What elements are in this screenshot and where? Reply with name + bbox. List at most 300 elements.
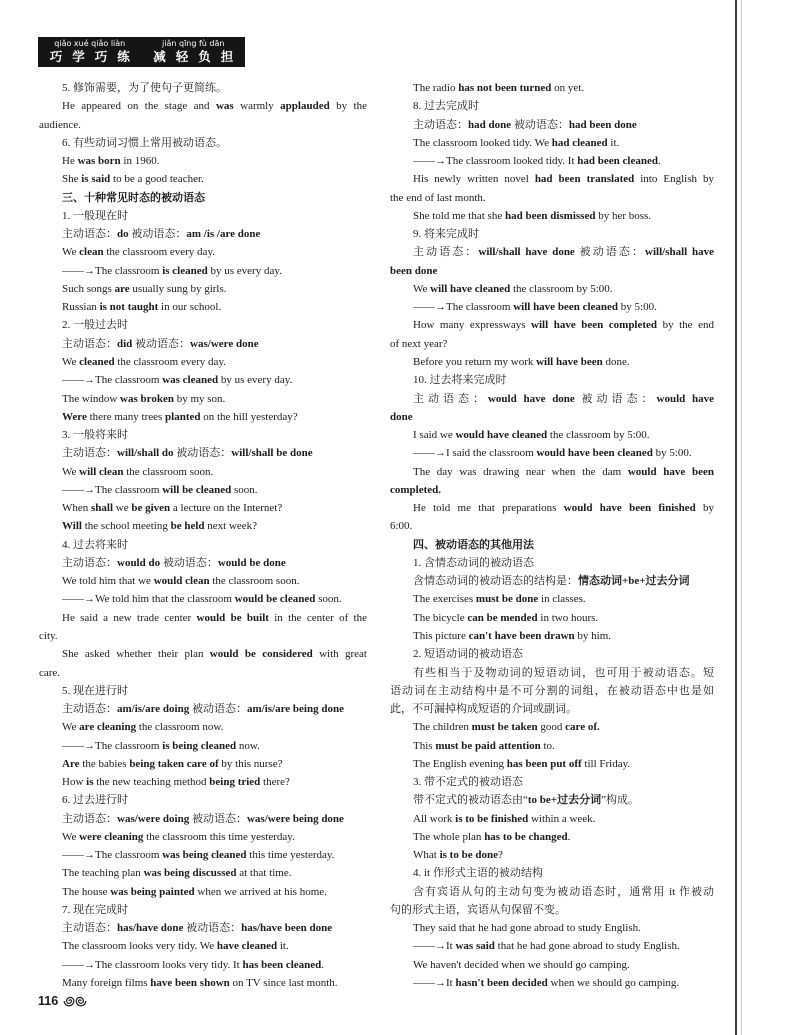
text: by us every day. (207, 264, 282, 277)
text: 9. 将来完成时 (413, 228, 479, 241)
text: by the end (657, 319, 714, 332)
text: by the (329, 100, 367, 113)
text: 6:00. (390, 520, 413, 533)
bold-text: had been translated (534, 173, 635, 186)
text: His newly written novel (413, 173, 535, 186)
text-line (390, 737, 714, 755)
text-line (39, 828, 367, 846)
text: there? (260, 776, 290, 789)
bold-text: care of. (565, 721, 600, 734)
text: We (62, 355, 80, 368)
scan-edge-line (735, 0, 737, 1035)
numbered-heading (39, 134, 367, 152)
text: now. (236, 739, 260, 752)
text: in our school. (158, 301, 222, 314)
text-line (390, 536, 714, 554)
text-line (39, 682, 367, 700)
text: 被动语态： (574, 392, 657, 405)
double-spiral-icon (62, 993, 88, 1009)
text-line (39, 152, 367, 170)
page-number: 116 (38, 994, 59, 1008)
paragraph (390, 170, 714, 207)
text: in the center of the (268, 611, 367, 624)
text: 主动语态： (62, 812, 117, 825)
voice-forms-line (390, 243, 714, 280)
numbered-heading (390, 371, 714, 389)
text: into English by (634, 173, 714, 186)
text: by us every day. (218, 374, 293, 387)
bold-text: would be cleaned (234, 593, 316, 606)
text: the classroom by 5:00. (510, 282, 613, 295)
text-line (390, 627, 714, 645)
bold-text: will/shall be done (231, 447, 313, 460)
voice-forms-line (39, 810, 367, 828)
text: 1. 一般现在时 (62, 209, 128, 222)
text-line (39, 956, 367, 974)
text-line (390, 152, 714, 170)
text-line (39, 864, 367, 882)
bold-text: to be+过去分词 (527, 794, 602, 807)
text: on the hill yesterday? (200, 410, 298, 423)
bold-text: will have been completed (531, 319, 658, 332)
bold-text: completed. (390, 483, 442, 496)
text: 3. 一般将来时 (62, 429, 128, 442)
transformed-sentence (390, 152, 714, 170)
text: 带不定式的被动语态由“ (413, 794, 528, 807)
text-line (39, 499, 367, 517)
text-line (390, 189, 714, 207)
text: 主动语态： (62, 703, 117, 716)
text-line (39, 627, 367, 645)
paragraph (390, 846, 714, 864)
bold-text: was (215, 100, 234, 113)
bold-text: will/shall have done (478, 246, 575, 259)
text-line (39, 572, 367, 590)
paragraph (390, 499, 714, 536)
bold-text: did (117, 337, 133, 350)
banner-pinyin-left: qiǎo xué qiǎo liàn (54, 39, 126, 48)
banner-right (142, 37, 246, 67)
text-line (390, 682, 714, 700)
paragraph (39, 718, 367, 736)
numbered-heading (390, 645, 714, 663)
text: on yet. (551, 82, 585, 94)
text: 被动语态： (183, 922, 242, 935)
text: ——→The classroom (62, 264, 163, 277)
bold-text: planted (165, 410, 201, 423)
text: 含有宾语从句的主动句变为被动语态时，通常用 it 作被动 (413, 885, 714, 898)
numbered-heading (39, 207, 367, 225)
text: The classroom looked tidy. We (413, 136, 552, 149)
text: by her boss. (595, 209, 652, 222)
text-line (390, 718, 714, 736)
text: Before you return my work (413, 355, 537, 368)
paragraph (39, 645, 367, 682)
text-line (390, 791, 714, 809)
text: 含情态动词的被动语态的结构是： (413, 575, 578, 588)
text-line (39, 590, 367, 608)
bold-text: is to be finished (455, 812, 529, 825)
bold-text: has/have done (117, 922, 184, 935)
text-line (390, 572, 714, 590)
text-line (390, 956, 714, 974)
bold-text: would be built (196, 611, 269, 624)
text-line (39, 755, 367, 773)
text-line (390, 463, 714, 481)
numbered-heading (39, 79, 367, 97)
text-line (390, 645, 714, 663)
text-line (390, 444, 714, 462)
bold-text: will have cleaned (430, 282, 511, 295)
text: 被动语态： (128, 228, 187, 241)
text: The day was drawing near when the dam (413, 465, 628, 478)
bold-text: am /is /are done (186, 228, 261, 241)
right-column (390, 79, 714, 992)
text: 8. 过去完成时 (413, 100, 479, 113)
text: The house (62, 885, 111, 898)
numbered-heading (390, 554, 714, 572)
text-line (390, 828, 714, 846)
text: in classes. (538, 593, 586, 606)
text-line (390, 280, 714, 298)
voice-forms-line (39, 225, 367, 243)
paragraph (390, 316, 714, 353)
text: The children (413, 721, 472, 734)
text-line (390, 664, 714, 682)
text-line (390, 134, 714, 152)
text-line (39, 225, 367, 243)
text: The exercises (413, 593, 476, 606)
text: 有些相当于及物动词的短语动词，也可用于被动语态。短 (413, 666, 714, 679)
text-line (390, 426, 714, 444)
text-line (390, 298, 714, 316)
text: 6. 过去进行时 (62, 794, 128, 807)
text: 5. 修饰需要，为了使句子更简练。 (62, 82, 227, 94)
text: ——→The classroom looks very tidy. It (62, 958, 243, 971)
bold-text: is to be done (439, 849, 498, 862)
text: at that time. (236, 867, 292, 880)
bold-text: cleaned (79, 355, 115, 368)
paragraph (390, 828, 714, 846)
paragraph (39, 298, 367, 316)
paragraph (390, 737, 714, 755)
text: the classroom now. (136, 721, 224, 734)
text: by my son. (173, 392, 226, 405)
text-line (390, 517, 714, 535)
transformed-sentence (390, 974, 714, 992)
paragraph (390, 755, 714, 773)
text-line (39, 371, 367, 389)
text: in 1960. (120, 155, 160, 168)
voice-forms-line (390, 116, 714, 134)
text-line (39, 974, 367, 992)
banner-pinyin-right: jiǎn qīng fù dān (162, 39, 225, 48)
paragraph (390, 791, 714, 809)
text: ——→The classroom looked tidy. It (413, 155, 578, 168)
paragraph (390, 609, 714, 627)
paragraph (39, 280, 367, 298)
bold-text: is being cleaned (162, 739, 237, 752)
text-line (39, 937, 367, 955)
text: to. (540, 739, 555, 752)
text-line (390, 810, 714, 828)
text: She (62, 173, 82, 186)
text: 1. 含情态动词的被动语态 (413, 556, 534, 569)
text-line (390, 499, 714, 517)
transformed-sentence (390, 298, 714, 316)
bold-text: has been put off (506, 757, 582, 770)
text-line (39, 645, 367, 663)
paragraph (39, 974, 367, 992)
text-line (39, 883, 367, 901)
bold-text: would have been (627, 465, 714, 478)
paragraph (390, 810, 714, 828)
bold-text: will/shall do (117, 447, 174, 460)
text: on TV since last month. (229, 977, 338, 990)
bold-text: has/have been done (241, 922, 333, 935)
bold-text: can be mended (467, 611, 538, 624)
bold-text: would have been finished (563, 502, 696, 515)
text-line (39, 243, 367, 261)
bold-text: 三、十种常见时态的被动语态 (62, 191, 205, 204)
text: soon. (231, 483, 258, 496)
paragraph (390, 627, 714, 645)
bold-text: be held (170, 520, 205, 533)
left-column (39, 79, 367, 992)
bold-text: have cleaned (216, 940, 278, 953)
numbered-heading (39, 316, 367, 334)
bold-text: do (117, 228, 129, 241)
series-title-banner (38, 37, 245, 67)
text-line (39, 901, 367, 919)
section-heading (390, 536, 714, 554)
voice-forms-line (390, 390, 714, 427)
text: ——→The classroom (62, 739, 163, 752)
text: that he had gone abroad to study English. (494, 940, 680, 953)
text-line (39, 609, 367, 627)
section-heading (39, 189, 367, 207)
transformed-sentence (39, 262, 367, 280)
numbered-heading (39, 426, 367, 444)
text: 7. 现在完成时 (62, 903, 128, 916)
numbered-heading (390, 97, 714, 115)
transformed-sentence (390, 444, 714, 462)
text: How (62, 776, 87, 789)
transformed-sentence (39, 846, 367, 864)
text-line (390, 609, 714, 627)
bold-text: clean (79, 246, 104, 259)
text-line (39, 791, 367, 809)
bold-text: has to be changed (484, 830, 568, 843)
text: We (62, 830, 80, 843)
text: ——→It (413, 940, 456, 953)
text-line (39, 97, 367, 115)
text-line (390, 901, 714, 919)
text-line (390, 335, 714, 353)
bold-text: are cleaning (79, 721, 137, 734)
paragraph (39, 773, 367, 791)
bold-text: hasn't been decided (455, 977, 548, 990)
text: it. (607, 136, 620, 149)
text: They said that he had gone abroad to study English. (413, 922, 641, 935)
paragraph (390, 718, 714, 736)
text: next week? (204, 520, 258, 533)
text: 被动语态： (132, 337, 191, 350)
text: 主动语态： (413, 118, 468, 131)
bold-text: be given (131, 502, 171, 515)
text: 被动语态： (160, 556, 218, 569)
text-line (39, 664, 367, 682)
text: when we arrived at his home. (194, 885, 327, 898)
text-line (39, 773, 367, 791)
text: How many expressways (413, 319, 532, 332)
text-line (390, 116, 714, 134)
text: We haven't decided when we should go camping. (413, 958, 630, 971)
text: Such songs (62, 282, 115, 295)
text: it. (277, 940, 289, 953)
paragraph (390, 79, 714, 97)
transformed-sentence (39, 371, 367, 389)
text: The window (62, 392, 121, 405)
text: 2. 短语动词的被动语态 (413, 648, 523, 661)
text-line (39, 919, 367, 937)
text: We (62, 721, 80, 734)
text: the end of last month. (390, 191, 486, 204)
bold-text: been done (390, 264, 438, 277)
bold-text: Will (62, 520, 82, 533)
text: I said we (413, 429, 456, 442)
text-line (390, 974, 714, 992)
text: when we should go camping. (547, 977, 680, 990)
text-line (39, 335, 367, 353)
text: the school meeting (81, 520, 171, 533)
text: we (113, 502, 132, 515)
bold-text: would have done (487, 392, 575, 405)
text: audience. (39, 118, 81, 131)
text: 6. 有些动词习惯上常用被动语态。 (62, 136, 227, 149)
text-line (390, 864, 714, 882)
text: within a week. (528, 812, 596, 825)
paragraph (39, 97, 367, 134)
bold-text: was/were doing (117, 812, 190, 825)
text: This (413, 739, 436, 752)
bold-text: being taken care of (129, 757, 219, 770)
page-footer (38, 993, 88, 1009)
paragraph (39, 755, 367, 773)
text-line (39, 426, 367, 444)
text: by this nurse? (218, 757, 283, 770)
text: this time yesterday. (246, 849, 335, 862)
text: The whole plan (413, 830, 485, 843)
text: 主动语态： (62, 447, 117, 460)
text: 此，不可漏掉构成短语的介词或副词。 (390, 703, 577, 716)
paragraph (390, 572, 714, 590)
text: to be a good teacher. (110, 173, 204, 186)
bold-text: had been cleaned (577, 155, 658, 168)
text: All work (413, 812, 456, 825)
bold-text: 情态动词+be+过去分词 (578, 575, 690, 588)
bold-text: was being painted (110, 885, 195, 898)
bold-text: shall (91, 502, 114, 515)
paragraph (39, 517, 367, 535)
text-line (390, 316, 714, 334)
text-line (39, 280, 367, 298)
text: 4. 过去将来时 (62, 538, 128, 551)
bold-text: applauded (280, 100, 330, 113)
text: ——→I said the classroom (413, 447, 537, 460)
voice-forms-line (39, 700, 367, 718)
text-line (390, 919, 714, 937)
paragraph (390, 956, 714, 974)
bold-text: are (114, 282, 130, 295)
paragraph (390, 353, 714, 371)
transformed-sentence (39, 481, 367, 499)
text: ——→The classroom (62, 374, 163, 387)
text-line (390, 225, 714, 243)
text: We told him that we (62, 575, 154, 588)
text: ”构成。 (601, 794, 639, 807)
bold-text: have been shown (150, 977, 230, 990)
text-line (390, 243, 714, 261)
text: a lecture on the Internet? (170, 502, 283, 515)
text: by 5:00. (618, 301, 657, 314)
bold-text: must be paid attention (435, 739, 541, 752)
text: 被动语态： (574, 246, 646, 259)
text: We (413, 282, 431, 295)
text: 主动语态： (62, 337, 117, 350)
text: The bicycle (413, 611, 468, 624)
bold-text: is said (81, 173, 111, 186)
bold-text: was said (455, 940, 495, 953)
numbered-heading (390, 864, 714, 882)
text: . (657, 155, 661, 168)
voice-forms-line (39, 335, 367, 353)
numbered-heading (390, 225, 714, 243)
text: the classroom this time yesterday. (143, 830, 295, 843)
text: He said a new trade center (62, 611, 197, 624)
text-line (390, 773, 714, 791)
paragraph (39, 609, 367, 646)
text: there many trees (86, 410, 166, 423)
bold-text: will have been cleaned (513, 301, 619, 314)
text: She told me that she (413, 209, 505, 222)
text-line (39, 353, 367, 371)
banner-title-left: 巧学巧练 (49, 50, 140, 64)
text: 主动语态： (62, 228, 117, 241)
text-line (390, 755, 714, 773)
bold-text: Were (62, 410, 87, 423)
bold-text: done (390, 410, 413, 423)
text-line (39, 846, 367, 864)
text-line (390, 353, 714, 371)
bold-text: would have cleaned (455, 429, 548, 442)
text: The teaching plan (62, 867, 144, 880)
bold-text: am/is/are being done (246, 703, 344, 716)
text: the babies (79, 757, 130, 770)
text: till Friday. (581, 757, 631, 770)
text-line (39, 316, 367, 334)
bold-text: is (86, 776, 94, 789)
text: in two hours. (537, 611, 599, 624)
paragraph (390, 664, 714, 719)
bold-text: would have been cleaned (536, 447, 653, 460)
bold-text: would clean (153, 575, 210, 588)
text-line (39, 189, 367, 207)
text: 主动语态： (413, 246, 479, 259)
text-line (390, 937, 714, 955)
paragraph (390, 463, 714, 500)
bold-text: was being cleaned (162, 849, 247, 862)
